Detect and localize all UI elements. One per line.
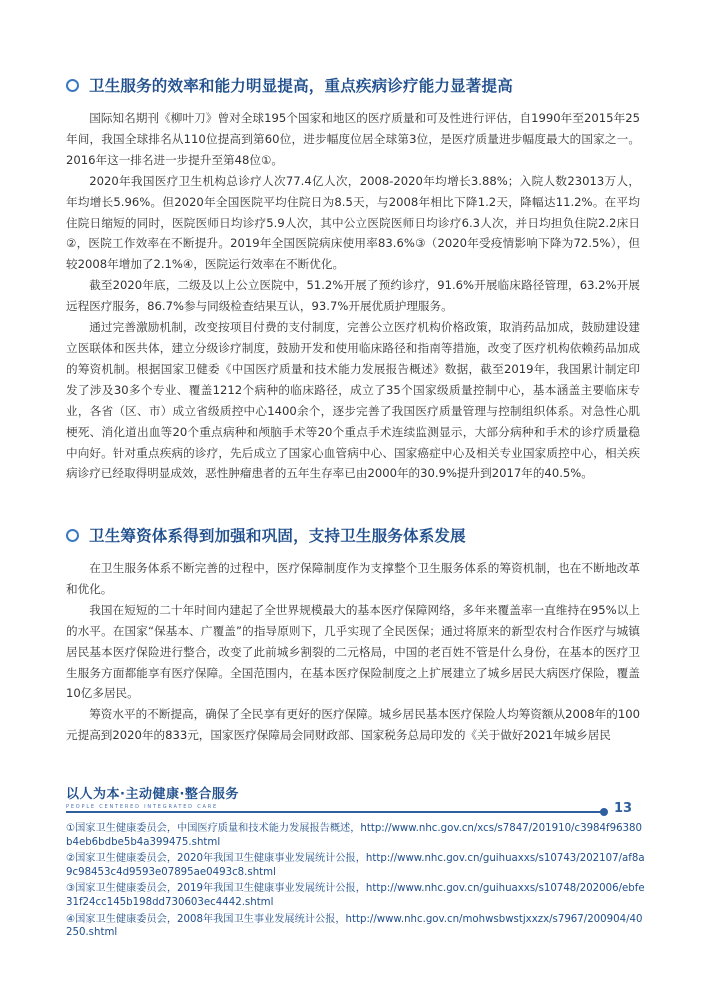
footer-brand xyxy=(66,783,239,810)
paragraph: 通过完善激励机制，改变按项目付费的支付制度，完善公立医疗机构价格政策，取消药品加成，鼓励建设建立医联体和医共体，建立分级诊疗制度，鼓励开发和使用临床路径和指南等措施，改变了医疗机构依赖药品加成的筹资机制。根据国家卫健委《中国医疗质量和技术能力发展报告概述》数据，截至2019年，我国累计制定印发了涉及30多个专业、覆盖1212个病种的临床路径，成立了35个国家级质量控制中心，基本涵盖主要临床专业，各省（区、市）成立省级质控中心1400余个，逐步完善了我国医疗质量管理与控制组织体系。对急性心肌梗死、消化道出血等20个重点病种和颅脑手术等20个重点手术连续监测显示，大部分病种和手术的诊疗质量稳中向好。针对重点疾病的诊疗，先后成立了国家心血管病中心、国家癌症中心及相关专业国家质控中心，相关疾病诊疗已经取得明显成效，恶性肿瘤患者的五年生存率已由2000年的30.9%提升到2017年的40.5%。 xyxy=(66,320,640,481)
circle-bullet-icon xyxy=(66,79,79,92)
paragraph: 在卫生服务体系不断完善的过程中，医疗保障制度作为支撑整个卫生服务体系的筹资机制，也在不断地改革和优化。 xyxy=(66,561,640,596)
paragraph: 2020年我国医疗卫生机构总诊疗人次77.4亿人次，2008-2020年均增长3.88%；入院人数23013万人，年均增长5.96%。但2020年全国医院平均住院日为8.5天，与2008年相比下降1.2天，降幅达11.2%。在平均住院日缩短的同时，医院医师日均诊疗5.9人次，其中公立医院医师日均诊疗6.3人次，并日均担负住院2.2床日②，医院工作效率在不断提升。2019年全国医院病床使用率83.6%③（2020年受疫情影响下降为72.5%），但较2008年增加了2.1%④，医院运行效率在不断优化。 xyxy=(66,173,640,272)
section-heading xyxy=(66,524,466,546)
footer-divider xyxy=(66,811,604,813)
circle-bullet-icon xyxy=(66,529,79,542)
footnote: ③国家卫生健康委员会，2019年我国卫生健康事业发展统计公报，http://www.nhc.gov.cn/guihuaxxs/s10748/202006/ebfe31f24cc145b198dd730603ec4442.shtml xyxy=(66,883,645,908)
paragraph: 我国在短短的二十年时间内建起了全世界规模最大的基本医疗保障网络，多年来覆盖率一直维持在95%以上的水平。在国家“保基本、广覆盖”的指导原则下，几乎实现了全民医保；通过将原来的新型农村合作医疗与城镇居民基本医疗保险进行整合，改变了此前城乡割裂的二元格局，中国的老百姓不管是什么身份，在基本的医疗卫生服务方面都能享有医疗保障。全国范围内，在基本医疗保险制度之上扩展建立了城乡居民大病医疗保险，覆盖10亿多居民。 xyxy=(66,602,640,701)
paragraph: 筹资水平的不断提高，确保了全民享有更好的医疗保障。城乡居民基本医疗保险人均筹资额从2008年的100元提高到2020年的833元，国家医疗保障局会同财政部、国家税务总局印发的《关于做好2021年城乡居民 xyxy=(66,707,640,743)
brand-slogan-english: PEOPLE CENTERED INTEGRATED CARE xyxy=(66,804,218,810)
footnotes xyxy=(66,822,646,943)
section-body xyxy=(66,558,640,746)
section-heading xyxy=(66,74,513,96)
page-number: 13 xyxy=(614,801,633,816)
section-heading-text: 卫生筹资体系得到加强和巩固，支持卫生服务体系发展 xyxy=(89,527,466,545)
paragraph: 国际知名期刊《柳叶刀》曾对全球195个国家和地区的医疗质量和可及性进行评估，自1990年至2015年25年间，我国全球排名从110位提高到第60位，进步幅度位居全球第3位，是医疗质量进步幅度最大的国家之一。2016年这一排名进一步提升至第48位①。 xyxy=(66,111,640,167)
footnote: ④国家卫生健康委员会，2008年我国卫生事业发展统计公报，http://www.nhc.gov.cn/mohwsbwstjxxzx/s7967/200904/40250.shtml xyxy=(66,913,643,939)
divider-dot xyxy=(600,808,608,816)
footnote: ②国家卫生健康委员会，2020年我国卫生健康事业发展统计公报，http://www.nhc.gov.cn/guihuaxxs/s10743/202107/af8a9c98453c4d9593e07895ae0493c8.shtml xyxy=(66,853,645,878)
section-body xyxy=(66,108,640,484)
footnote: ①国家卫生健康委员会，中国医疗质量和技术能力发展报告概述，http://www.nhc.gov.cn/xcs/s7847/201910/c3984f96380b4eb6bdbe5b4a399475.shtml xyxy=(66,823,643,848)
brand-slogan: 以人为本·主动健康·整合服务 xyxy=(66,787,239,802)
paragraph: 截至2020年底，二级及以上公立医院中，51.2%开展了预约诊疗，91.6%开展临床路径管理，63.2%开展远程医疗服务，86.7%参与同级检查结果互认，93.7%开展优质护理服务。 xyxy=(66,278,640,314)
section-heading-text: 卫生服务的效率和能力明显提高，重点疾病诊疗能力显著提高 xyxy=(89,77,513,95)
